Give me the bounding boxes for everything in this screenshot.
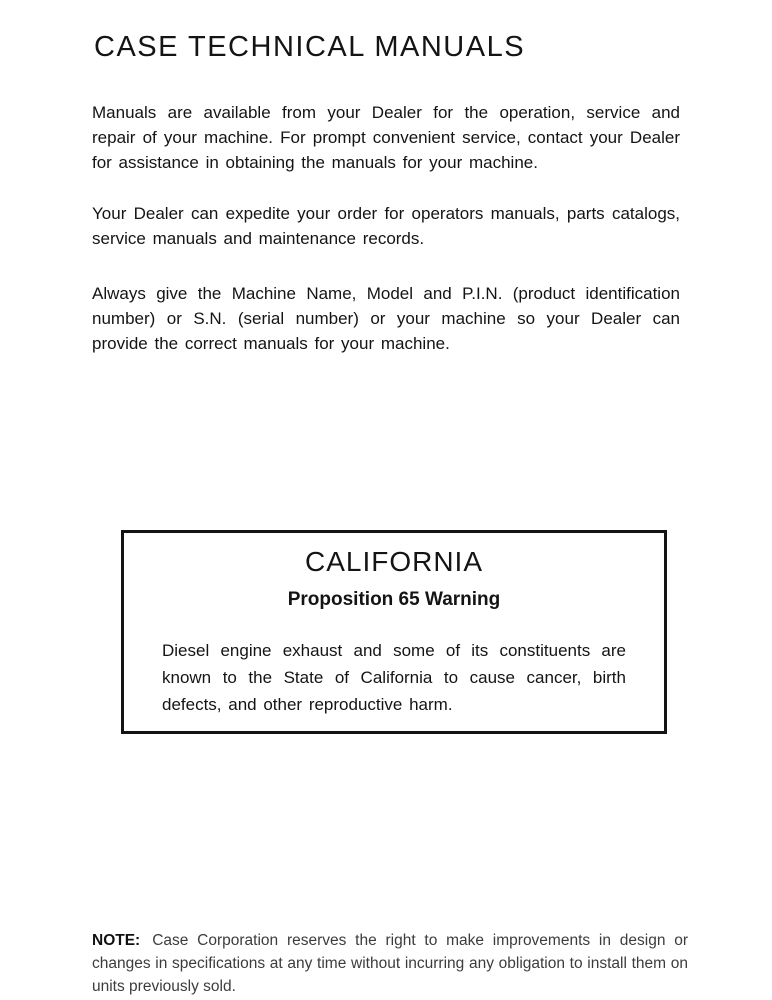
paragraph-manuals-availability: Manuals are available from your Dealer for the operation, service and repair of your machine. For prompt convenient service, contact your Dealer for assistance in obtaining the manuals for your machine. [92,103,680,172]
warning-box-subheading: Proposition 65 Warning [287,589,501,610]
warning-box-heading: CALIFORNIA [304,546,484,577]
note-text: Case Corporation reserves the right to make improvements in design or changes in specifications at any time without incurring any obligation to install them on units previously sold. [92,931,688,995]
california-warning-box [121,530,667,734]
footer-note [92,929,688,998]
warning-box-body: Diesel engine exhaust and some of its constituents are known to the State of California to cause cancer, birth defects, and other reproductive harm. [162,641,626,714]
page-title: CASE TECHNICAL MANUALS [94,31,526,64]
paragraph-machine-identification: Always give the Machine Name, Model and P.I.N. (product identification number) or S.N. (serial number) or your machine so your Dealer can provide the correct manuals for your machine. [92,284,680,353]
note-label: NOTE: [92,931,141,949]
paragraph-dealer-expedite: Your Dealer can expedite your order for operators manuals, parts catalogs, service manuals and maintenance records. [92,204,680,248]
